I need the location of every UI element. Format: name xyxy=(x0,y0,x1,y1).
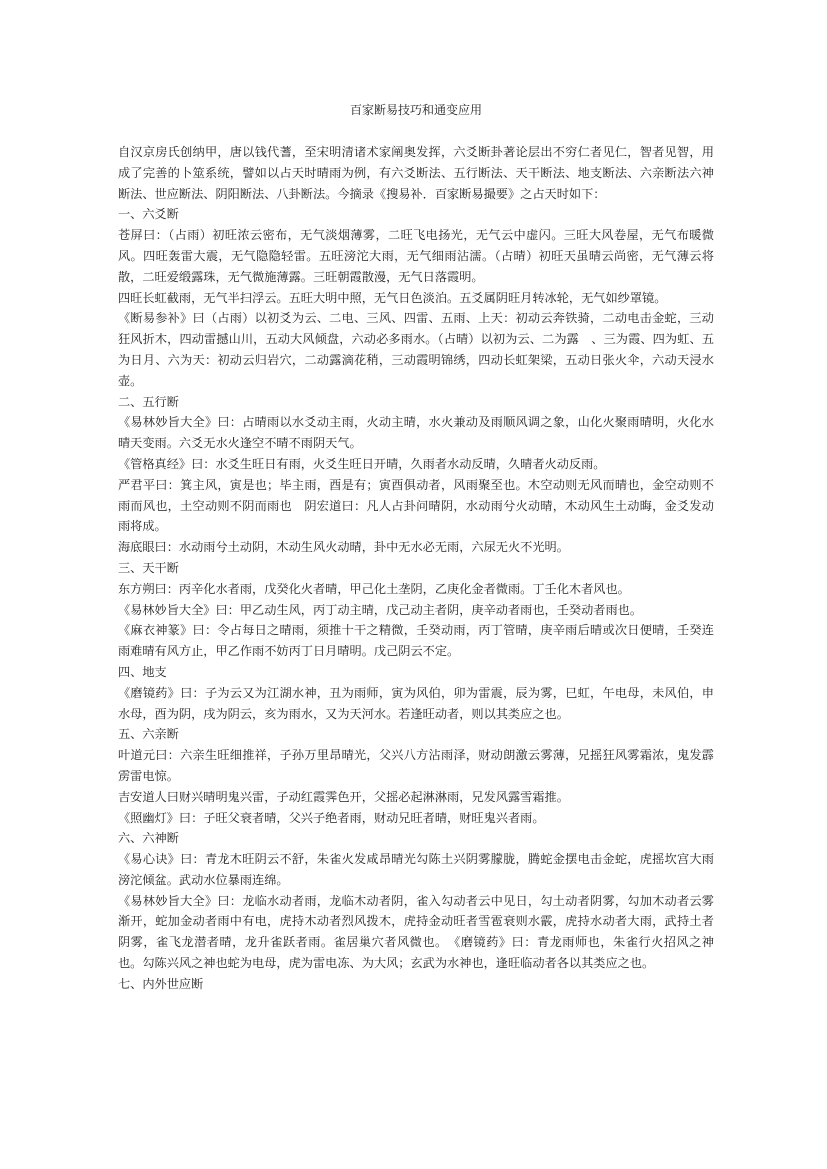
section-heading: 六、六神断 xyxy=(118,831,179,846)
document-body xyxy=(118,142,714,995)
section-heading: 四、地支 xyxy=(118,664,167,679)
paragraph: 海底眼曰：水动雨兮土动阴，木动生风火动晴，卦中无水必无雨，六尿无火不光明。 xyxy=(118,540,569,555)
paragraph: 《易林妙旨大全》曰：龙临水动者雨，龙临木动者阴，雀入勾动者云中见日，勾土动者阴雾，勾加木动者云雾渐开，蛇加金动者雨中有电，虎持木动者烈风拨木，虎持金动旺者雪雹衰则水霰，虎持水动者大雨，武持土者阴雾，雀飞龙潜者晴，龙升雀跃者雨。雀居巢穴者风微也。 《磨镜药》曰：青龙雨师也，朱雀行火招风之神也。勾陈兴风之神也蛇为电母，虎为雷电冻、为大风；玄武为水神也，逢旺临动者各以其类应之也。 xyxy=(118,893,714,971)
paragraph: 严君平曰：箕主风，寅是也；毕主雨，酉是有；寅酉俱动者，风雨聚至也。木空动则无风而晴也，金空动则不雨而风也，土空动则不阴而雨也 阴宏道曰：凡人占卦问晴阴，水动雨兮火动晴，木动风生土动晦，金爻发动雨将成。 xyxy=(118,477,714,534)
paragraph: 苍屏曰：（占雨）初旺浓云密布，无气淡烟薄雾，二旺飞电扬光，无气云中虚闪。三旺大风卷屋，无气布暖微风。四旺轰雷大震，无气隐隐轻雷。五旺滂沱大雨，无气细雨沾濡。（占晴）初旺天虽晴云尚密，无气薄云将散，二旺爱缎露珠，无气微施薄露。三旺朝霞散漫，无气日落霞明。 xyxy=(118,228,714,284)
paragraph: 《照幽灯》曰：子旺父衰者晴，父兴子绝者雨，财动兄旺者晴，财旺鬼兴者雨。 xyxy=(118,810,545,825)
paragraph: 吉安道人曰财兴晴明鬼兴雷，子动红霞霁色开，父摇必起淋淋雨，兄发风露雪霜推。 xyxy=(118,789,569,804)
section-heading: 五、六亲断 xyxy=(118,727,179,742)
paragraph: 叶道元曰：六亲生旺细推祥，子孙万里昂晴光，父兴八方沾雨泽，财动朗激云雾薄，兄摇狂风雾霜浓，鬼发霹雳雷电惊。 xyxy=(118,748,714,783)
section-heading: 一、六爻断 xyxy=(118,207,179,222)
section-heading: 七、内外世应断 xyxy=(118,976,204,991)
paragraph: 《易心诀》曰：青龙木旺阴云不舒，朱雀火发咸昂晴光勾陈土兴阴雾朦胧，腾蛇金摆电击金蛇，虎摇坎宫大雨滂沱倾盆。武动水位暴雨连绵。 xyxy=(118,852,714,887)
paragraph: 《管格真经》曰：水爻生旺日有雨，火爻生旺日开晴，久雨者水动反晴，久晴者火动反雨。 xyxy=(118,456,606,471)
paragraph: 四旺长虹截雨，无气半扫浮云。五旺大明中照，无气日色淡泊。五爻属阴旺月转冰轮，无气如纱罩镜。 xyxy=(118,290,667,305)
paragraph: 《易林妙旨大全》曰：占晴雨以水爻动主雨，火动主晴，水火兼动及雨顺风调之象，山化火聚雨晴明，火化水晴天变雨。六爻无水火逢空不晴不雨阴天气。 xyxy=(118,415,714,451)
paragraph: 《易林妙旨大全》曰：甲乙动生风，丙丁动主晴，戊己动主者阴，庚辛动者雨也，壬癸动者雨也。 xyxy=(118,602,643,617)
section-heading: 三、天干断 xyxy=(118,560,179,575)
document-page xyxy=(118,102,714,995)
paragraph: 《磨镜药》曰：子为云又为江湖水神，丑为雨师，寅为风伯，卯为雷震，辰为雾，巳虹，午电母，未风伯，申水母，酉为阴，戌为阴云，亥为雨水，又为天河水。若逢旺动者，则以其类应之也。 xyxy=(118,685,714,721)
paragraph: 《麻衣神篆》曰：令占每日之晴雨，须推十干之精微，壬癸动雨，丙丁管晴，庚辛雨后晴或次日便晴，壬癸连雨难晴有风方止，甲乙作雨不妨丙丁日月晴明。戊己阴云不定。 xyxy=(118,623,714,659)
paragraph: 东方朔曰：丙辛化水者雨，戊癸化火者晴，甲己化土垄阴，乙庚化金者微雨。丁壬化木者风也。 xyxy=(118,581,630,596)
document-title: 百家断易技巧和通变应用 xyxy=(349,103,482,117)
paragraph: 《断易参补》曰（占雨）以初爻为云、二电、三风、四雷、五雨、上天：初动云奔铁骑，二动电击金蛇，三动狂风折木，四动雷撼山川，五动大风倾盘，六动必多雨水。（占晴）以初为云、二为露 、三为霞、四为虹、五为日月、六为天：初动云归岩穴，二动露滴花稍，三动霞明锦绣，四动长虹架梁，五动日张火伞，六动天浸水壶。 xyxy=(118,311,714,388)
paragraph: 自汉京房氏创纳甲，唐以钱代蓍，至宋明清诸术家阐奥发挥，六爻断卦著论层出不穷仁者见仁，智者见智，用成了完善的卜筮系统，譬如以占天时晴雨为例，有六爻断法、五行断法、天干断法、地支断法、六亲断法六神断法、世应断法、阴阳断法、八卦断法。今摘录《搜易补．百家断易撮要》之占天时如下： xyxy=(118,145,714,201)
section-heading: 二、五行断 xyxy=(118,394,179,409)
